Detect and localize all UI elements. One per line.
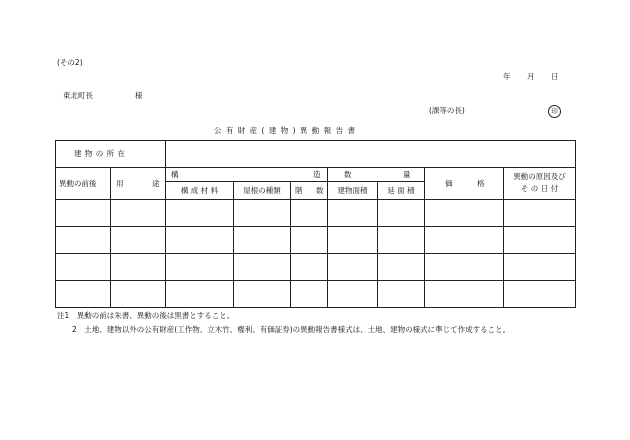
col-structure-a: 構 — [171, 170, 179, 179]
col-price-a: 価 — [445, 179, 453, 188]
table-rule — [55, 253, 576, 254]
col-reason-line1: 異動の原因及び — [513, 172, 566, 181]
table-rule — [55, 226, 576, 227]
col-use-a: 用 — [116, 179, 124, 188]
addressee-name: 東北町長 — [63, 91, 93, 100]
col-material: 構 成 材 料 — [180, 186, 219, 195]
col-structure-b: 造 — [313, 170, 321, 179]
col-use-b: 途 — [152, 179, 160, 188]
table-border-left — [55, 140, 56, 308]
table-border-bottom — [55, 307, 576, 308]
note-2: 2 土地、建物以外の公有財産(工作物、立木竹、権利、有価証券)の異動報告書様式は、土地、建物の様式に準じて作成すること。 — [72, 325, 511, 334]
col-quantity-a: 数 — [344, 170, 352, 179]
addressee-honorific: 様 — [135, 91, 143, 100]
table-rule — [290, 181, 291, 308]
col-floors-b: 数 — [316, 186, 324, 195]
page-label: (その2) — [57, 58, 83, 67]
note-1: 注1 異動の前は朱書、異動の後は黒書とすること。 — [57, 311, 235, 320]
table-rule — [233, 181, 234, 308]
table-border-right — [575, 140, 576, 308]
col-roof: 屋根の種類 — [243, 186, 281, 195]
table-rule — [377, 181, 378, 308]
form-title: 公 有 財 産 ( 建 物 ) 異 動 報 告 書 — [214, 126, 356, 135]
seal-icon: 印 — [548, 105, 561, 118]
col-floor-area: 延 面 積 — [387, 186, 415, 195]
table-rule — [55, 167, 576, 168]
col-reason-line2: そ の 日 付 — [520, 184, 559, 193]
col-price-b: 格 — [477, 179, 485, 188]
col-quantity-b: 量 — [403, 170, 411, 179]
date-month: 月 — [527, 72, 535, 81]
date-year: 年 — [503, 72, 511, 81]
table-border-top — [55, 140, 576, 141]
table-rule — [165, 140, 166, 308]
col-before-after: 異動の前後 — [59, 179, 97, 188]
location-label: 建 物 の 所 在 — [74, 149, 126, 158]
table-rule — [55, 199, 576, 200]
table-rule — [110, 167, 111, 308]
table-rule — [165, 181, 424, 182]
sender-title: (課等の長) — [429, 106, 465, 115]
table-rule — [55, 280, 576, 281]
date-day: 日 — [551, 72, 559, 81]
col-building-area: 建物面積 — [337, 186, 368, 195]
table-rule — [424, 167, 425, 308]
col-floors-a: 階 — [295, 186, 303, 195]
